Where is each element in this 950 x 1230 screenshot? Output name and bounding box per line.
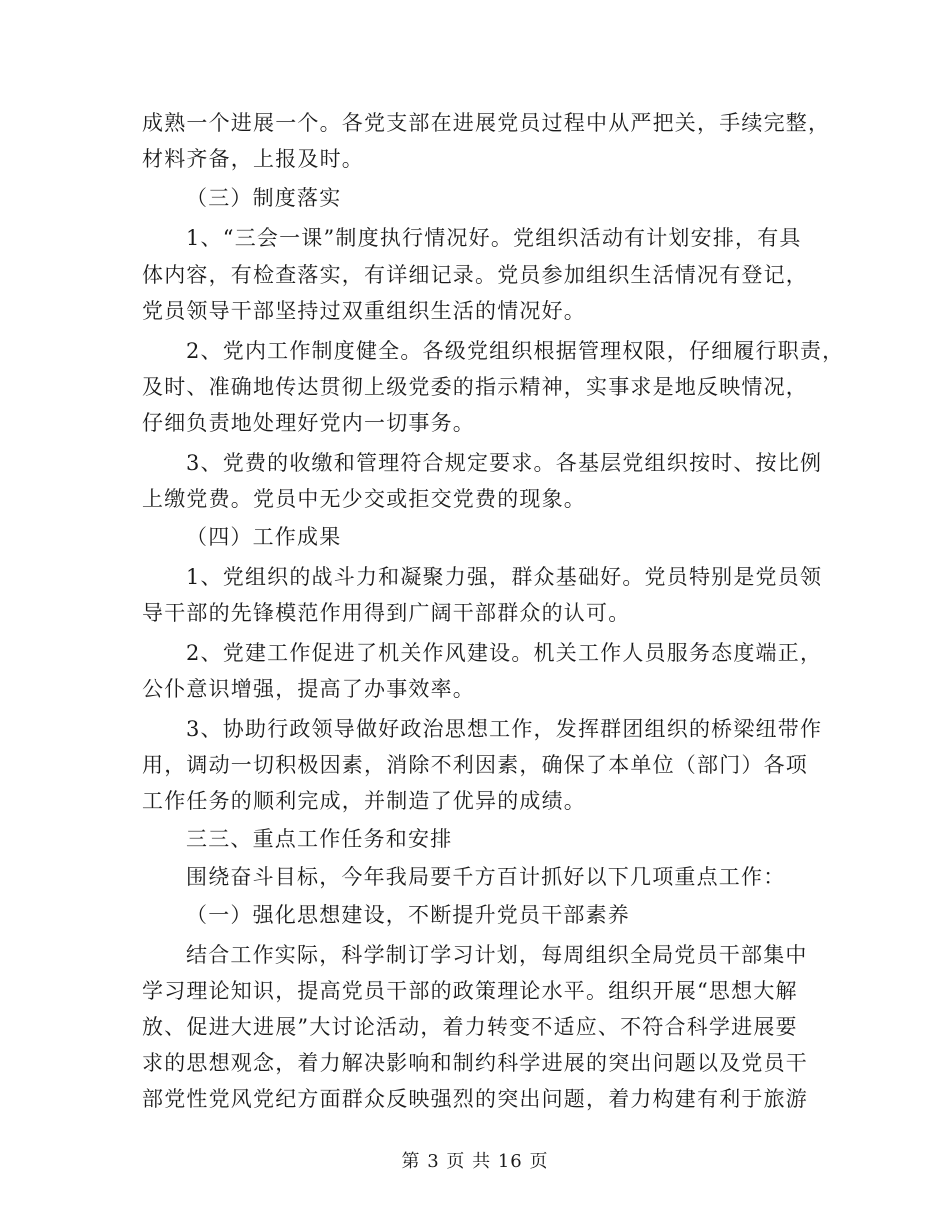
section-heading: （一）强化思想建设，不断提升党员干部素养 (186, 903, 630, 927)
page-footer: 第 3 页 共 16 页 (401, 1151, 549, 1172)
section-heading: （四）工作成果 (186, 525, 342, 549)
body-line: 3、党费的收缴和管理符合规定要求。各基层党组织按时、按比例 (186, 451, 823, 475)
body-line: 上缴党费。党员中无少交或拒交党费的现象。 (142, 487, 586, 511)
body-line: 2、党内工作制度健全。各级党组织根据管理权限，仔细履行职责， (186, 339, 845, 363)
body-line: 党员领导干部坚持过双重组织生活的情况好。 (142, 299, 586, 323)
section-heading: （三）制度落实 (186, 186, 342, 210)
body-line: 工作任务的顺利完成，并制造了优异的成绩。 (142, 789, 586, 813)
body-line: 围绕奋斗目标，今年我局要千方百计抓好以下几项重点工作： (186, 865, 786, 889)
body-line: 求的思想观念，着力解决影响和制约科学进展的突出问题以及党员干 (142, 1051, 808, 1075)
body-line: 放、促进大进展”大讨论活动，着力转变不适应、不符合科学进展要 (142, 1015, 798, 1039)
body-line: 仔细负责地处理好党内一切事务。 (142, 411, 475, 435)
body-line: 成熟一个进展一个。各党支部在进展党员过程中从严把关，手续完整， (142, 111, 831, 135)
body-line: 导干部的先锋模范作用得到广阔干部群众的认可。 (142, 601, 631, 625)
section-heading: 三三、重点工作任务和安排 (186, 827, 453, 851)
body-line: 1、“三会一课”制度执行情况好。党组织活动有计划安排，有具 (186, 226, 802, 250)
body-line: 公仆意识增强，提高了办事效率。 (142, 677, 475, 701)
body-line: 2、党建工作促进了机关作风建设。机关工作人员服务态度端正， (186, 641, 823, 665)
body-line: 部党性党风党纪方面群众反映强烈的突出问题，着力构建有利于旅游 (142, 1087, 808, 1111)
body-line: 及时、准确地传达贯彻上级党委的指示精神，实事求是地反映情况， (142, 375, 808, 399)
body-line: 3、协助行政领导做好政治思想工作，发挥群团组织的桥梁纽带作 (186, 717, 823, 741)
body-line: 1、党组织的战斗力和凝聚力强，群众基础好。党员特别是党员领 (186, 565, 823, 589)
body-line: 结合工作实际，科学制订学习计划，每周组织全局党员干部集中 (186, 943, 808, 967)
body-line: 学习理论知识，提高党员干部的政策理论水平。组织开展“思想大解 (142, 979, 798, 1003)
body-line: 用，调动一切积极因素，消除不利因素，确保了本单位（部门）各项 (142, 753, 808, 777)
body-line: 材料齐备，上报及时。 (142, 147, 364, 171)
body-line: 体内容，有检查落实，有详细记录。党员参加组织生活情况有登记， (142, 263, 808, 287)
